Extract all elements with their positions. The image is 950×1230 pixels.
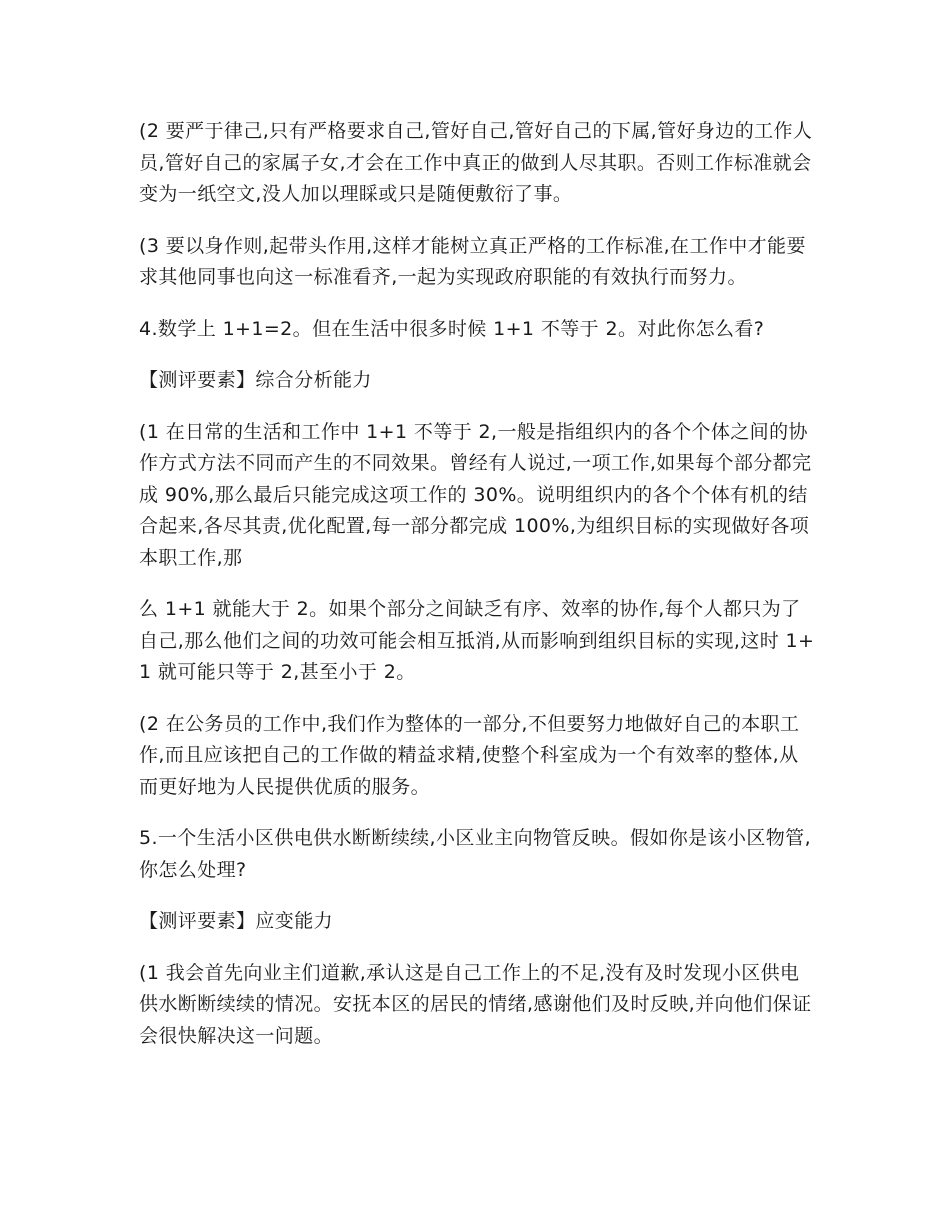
- paragraph-cooperation-effect: (1 在日常的生活和工作中 1+1 不等于 2,一般是指组织内的各个个体之间的协作方式方法不同而产生的不同效果。曾经有人说过,一项工作,如果每个部分都完成 90%,那么最后只能完成这项工作的 30%。说明组织内的各个个体有机的结合起来,各尽其责,优化配置,每一部分都完成 100%,为组织目标的实现做好各项本职工作,那: [139, 420, 812, 569]
- paragraph-standard-self-discipline: (2 要严于律己,只有严格要求自己,管好自己,管好自己的下属,管好身边的工作人员,管好自己的家属子女,才会在工作中真正的做到人尽其职。否则工作标准就会变为一纸空文,没人加以理睬或只是随便敷衍了事。: [139, 120, 813, 205]
- question-4-heading: 4.数学上 1+1=2。但在生活中很多时候 1+1 不等于 2。对此你怎么看?: [139, 317, 765, 340]
- paragraph-lead-by-example: (3 要以身作则,起带头作用,这样才能树立真正严格的工作标准,在工作中才能要求其他同事也向这一标准看齐,一起为实现政府职能的有效执行而努力。: [139, 234, 806, 288]
- paragraph-cooperation-continued: 么 1+1 就能大于 2。如果个部分之间缺乏有序、效率的协作,每个人都只为了自己,那么他们之间的功效可能会相互抵消,从而影响到组织目标的实现,这时 1+1 就可能只等于 2,甚至小于 2。: [139, 598, 815, 683]
- document-body: [139, 116, 817, 1072]
- evaluation-element-analysis: 【测评要素】综合分析能力: [139, 369, 372, 391]
- paragraph-apologize-residents: (1 我会首先向业主们道歉,承认这是自己工作上的不足,没有及时发现小区供电供水断断续续的情况。安抚本区的居民的情绪,感谢他们及时反映,并向他们保证会很快解决这一问题。: [139, 961, 812, 1047]
- question-5-heading: 5.一个生活小区供电供水断断续续,小区业主向物管反映。假如你是该小区物管,你怎么处理?: [139, 827, 812, 881]
- paragraph-civil-servant-work: (2 在公务员的工作中,我们作为整体的一部分,不但要努力地做好自己的本职工作,而且应该把自己的工作做的精益求精,使整个科室成为一个有效率的整体,从而更好地为人民提供优质的服务。: [139, 712, 800, 798]
- evaluation-element-adaptability: 【测评要素】应变能力: [139, 910, 334, 932]
